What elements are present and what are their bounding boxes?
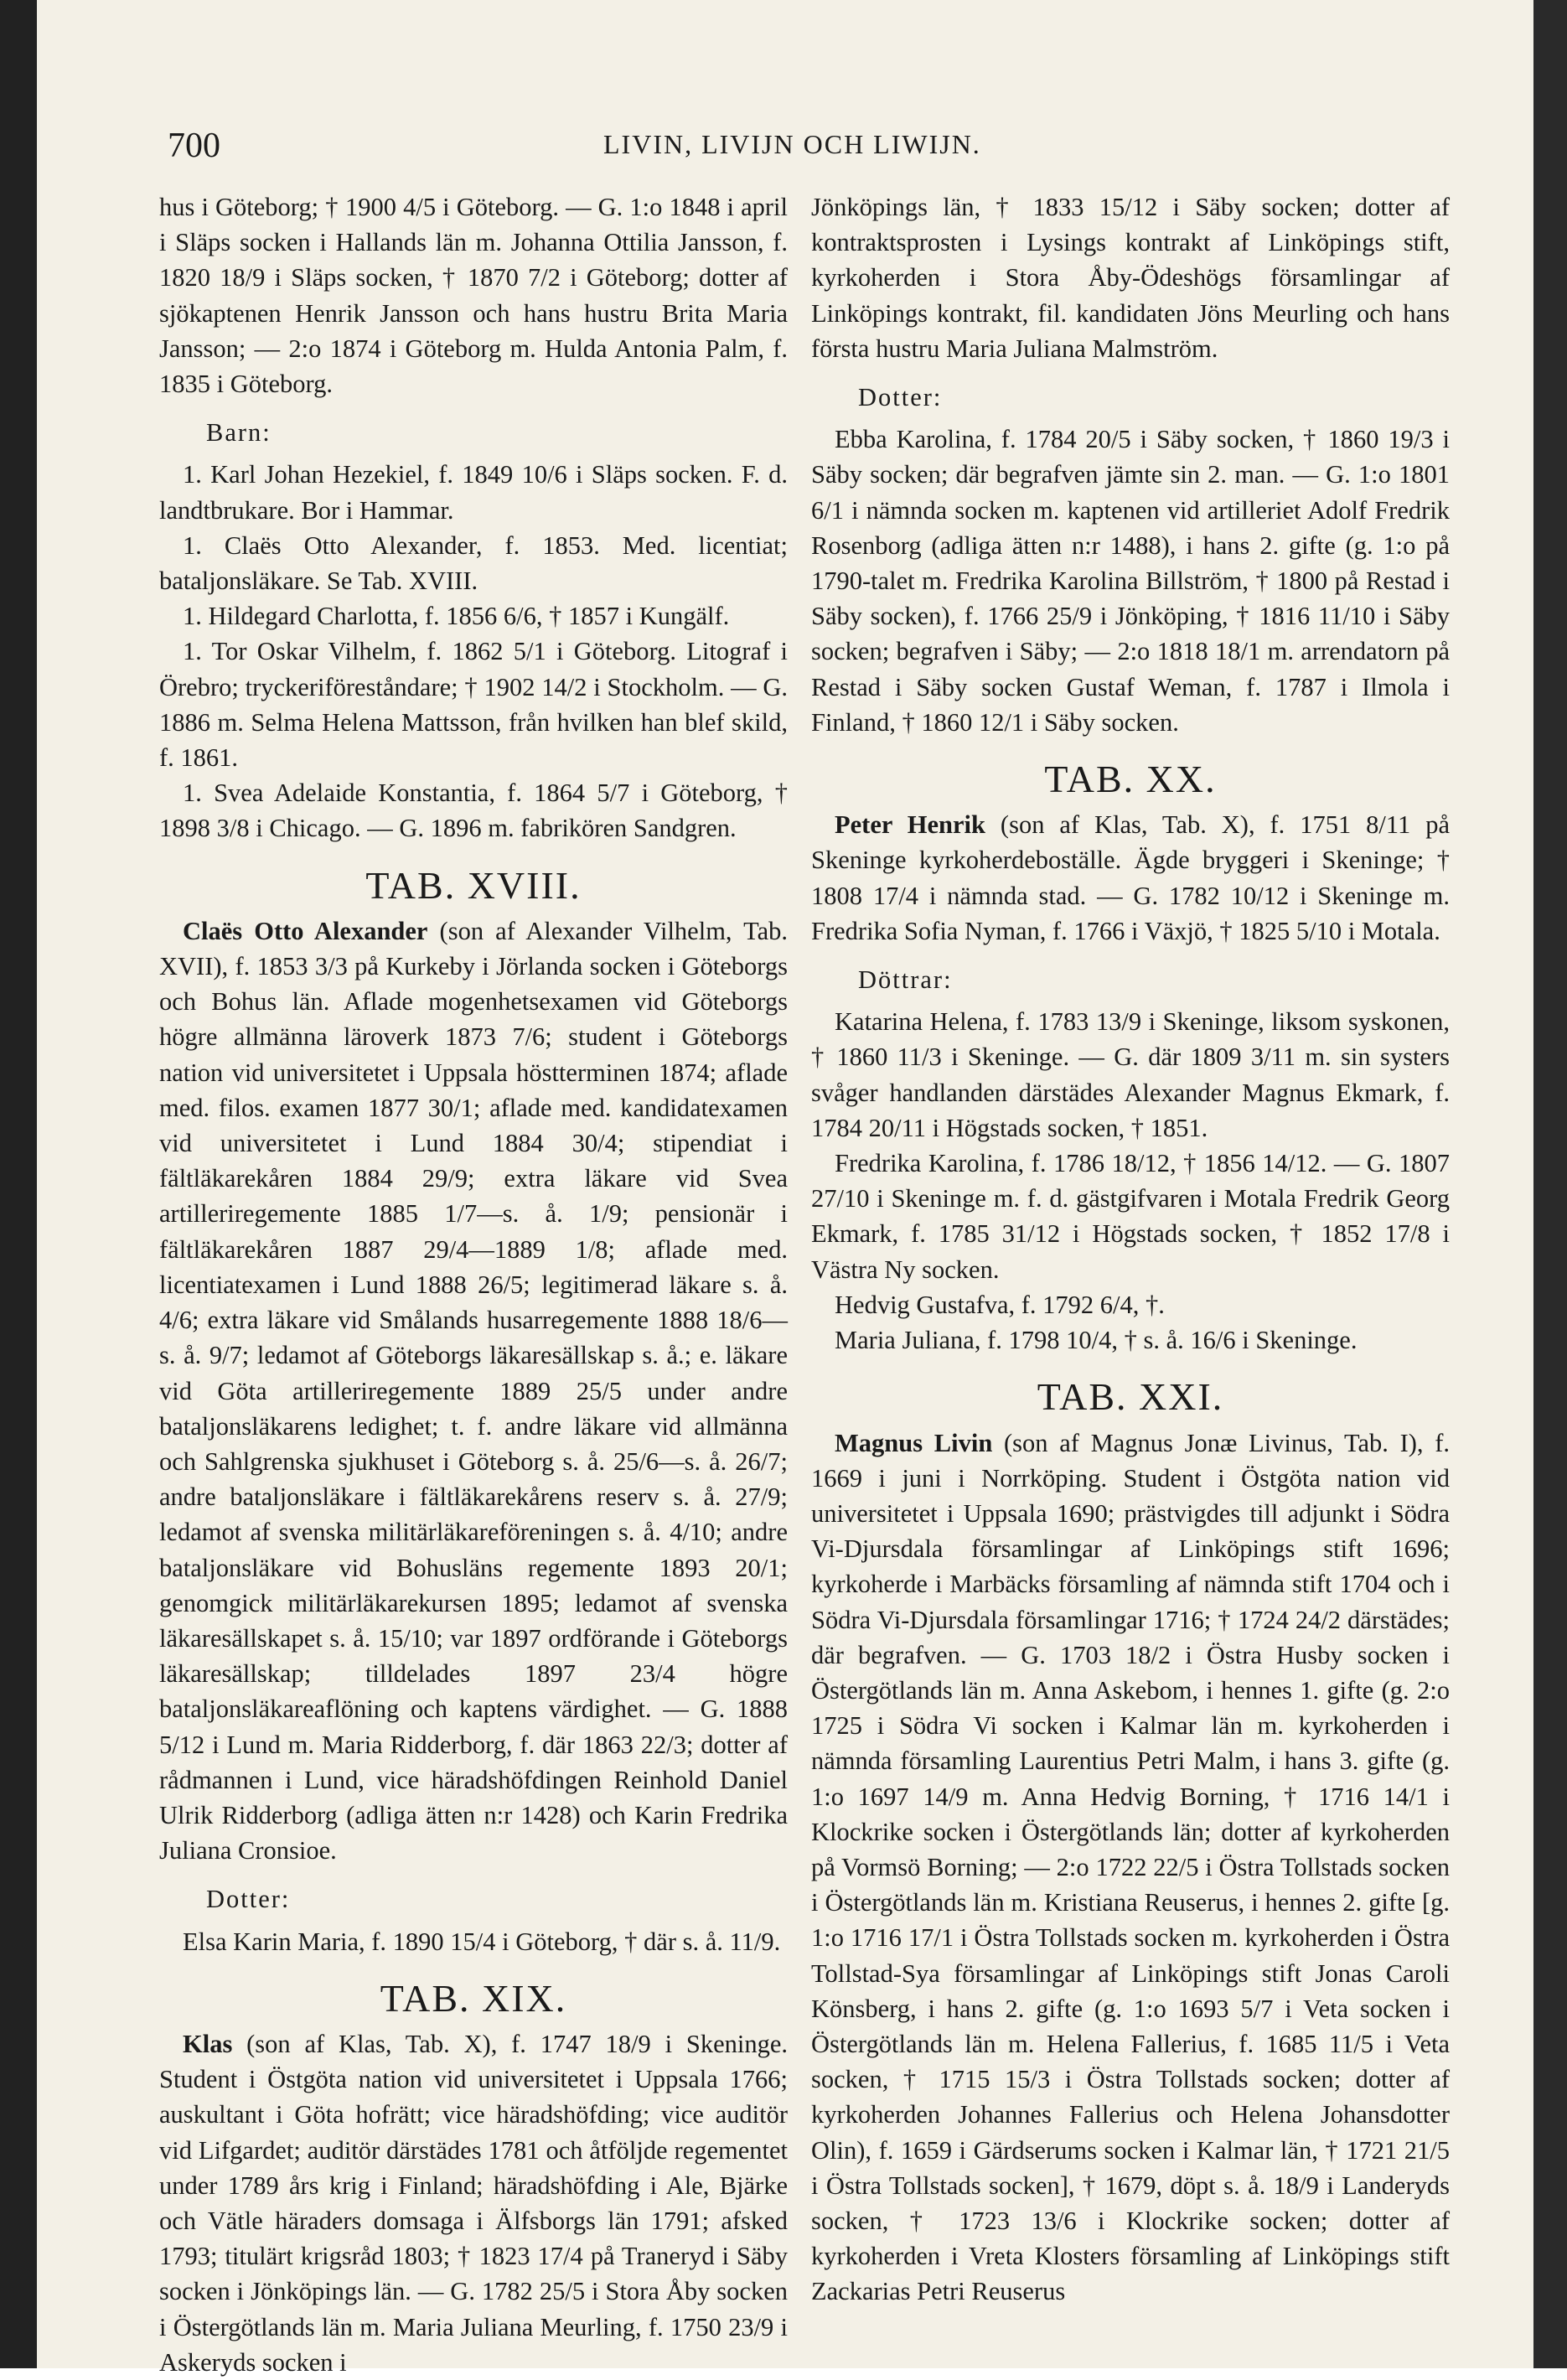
- scan-left-edge: [0, 0, 37, 2368]
- tab-xx-entry: [811, 807, 1450, 949]
- tab-xxi-heading: TAB. XXI.: [1037, 1375, 1224, 1419]
- entry-text: (son af Alexander Vilhelm, Tab. XVII), f. 1853 3/3 på Kurkeby i Jörlanda socken i Göteborgs och Bohus län. Aflade mogenhetsexamen vid Göteborgs högre allmänna läroverk 1873 7/6; student i Göteborgs nation vid universitetet i Uppsala höstterminen 1874; aflade med. filos. examen 1877 30/1; aflade med. kandidatexamen vid universitetet i Lund 1884 30/4; stipendiat i fältläkarekåren 1884 29/9; extra läkare vid Svea artilleriregemente 1885 1/7—s. å. 1/9; pensionär i fältläkarekåren 1887 29/4—1889 1/8; aflade med. licentiatexamen i Lund 1888 26/5; legitimerad läkare s. å. 4/6; extra läkare vid Smålands husarregemente 1888 18/6—s. å. 9/7; ledamot af Göteborgs läkaresällskap s. å.; e. läkare vid Göta artilleriregemente 1889 25/5 under andre bataljonsläkarens ledighet; t. f. andre läkare vid allmänna och Sahlgrenska sjukhuset i Göteborg s. å. 25/6—s. å. 26/7; andre bataljonsläkare i fältläkarekårens reserv s. å. 27/9; ledamot af svenska militärläkareföreningen s. å. 4/10; andre bataljonsläkare vid Bohusläns regemente 1893 20/1; genomgick militärläkarekursen 1895; ledamot af svenska läkaresällskapet s. å. 15/10; var 1897 ordförande i Göteborgs läkaresällskap; tilldelades 1897 23/4 högre bataljonsläkareaflöning och kaptens värdighet. — G. 1888 5/12 i Lund m. Maria Ridderborg, f. där 1863 22/3; dotter af rådmannen i Lund, vice häradshöfdingen Reinhold Daniel Ulrik Ridderborg (adliga ätten n:r 1428) och Karin Fredrika Juliana Cronsioe.: [159, 916, 788, 1865]
- daughter-entry: Katarina Helena, f. 1783 13/9 i Skeninge, liksom syskonen, † 1860 11/3 i Skeninge. — G. där 1809 3/11 m. sin systers svåger handlanden därstädes Alexander Magnus Ekmark, f. 1784 20/11 i Högstads socken, † 1851.: [811, 1007, 1450, 1142]
- right-column: [811, 189, 1450, 2310]
- tab-xviii-heading: TAB. XVIII.: [365, 863, 582, 907]
- page-header: [168, 126, 1508, 176]
- child-entry: 1. Karl Johan Hezekiel, f. 1849 10/6 i Släps socken. F. d. landtbrukare. Bor i Hammar.: [159, 460, 788, 525]
- daughter-entry: Maria Juliana, f. 1798 10/4, † s. å. 16/6 i Skeninge.: [835, 1326, 1358, 1355]
- dottrar-heading: Döttrar:: [858, 965, 953, 995]
- tab-xx-heading: TAB. XX.: [1044, 758, 1217, 801]
- dotter-heading: Dotter:: [206, 1885, 291, 1914]
- entry-text: (son af Magnus Jonæ Livinus, Tab. I), f. 1669 i juni i Norrköping. Student i Östgöta nation vid universitetet i Uppsala 1690; prästvigdes till adjunkt i Södra Vi-Djursdala församlingar af Linköpings stift 1696; kyrkoherde i Marbäcks församling af nämnda stift 1704 och i Södra Vi-Djursdala församlingar 1716; † 1724 24/2 därstädes; där begrafven. — G. 1703 18/2 i Östra Husby socken i Östergötlands län m. Anna Askebom, i hennes 1. gifte (g. 2:o 1725 i Södra Vi socken i Kalmar län m. kyrkoherden i nämnda församling Laurentius Petri Malm, i hans 3. gifte (g. 1:o 1697 14/9 m. Anna Hedvig Borning, † 1716 14/1 i Klockrike socken i Östergötlands län; dotter af kyrkoherden på Vormsö Borning; — 2:o 1722 22/5 i Östra Tollstads socken i Östergötlands län m. Kristiana Reuserus, i hennes 2. gifte [g. 1:o 1716 17/1 i Östra Tollstads socken m. kyrkoherden i Östra Tollstad-Sya församlingar af Linköpings stift Jonas Caroli Könsberg, i hans 2. gifte (g. 1:o 1693 5/7 i Veta socken i Östergötlands län m. Helena Fallerius, f. 1685 11/5 i Veta socken, † 1715 15/3 i Östra Tollstads socken; dotter af kyrkoherden Johannes Fallerius och Helena Johansdotter Olin), f. 1659 i Gärdserums socken i Kalmar län, † 1721 21/5 i Östra Tollstads socken], † 1679, döpt s. å. 18/9 i Landeryds socken, † 1723 13/6 i Klockrike socken; dotter af kyrkoherden i Vreta Klosters församling af Linköpings stift Zackarias Petri Reuserus: [811, 1428, 1450, 2306]
- intro-paragraph: hus i Göteborg; † 1900 4/5 i Göteborg. — G. 1:o 1848 i april i Släps socken i Hallands län m. Johanna Ottilia Jansson, f. 1820 18/9 i Släps socken, † 1870 7/2 i Göteborg; dotter af sjökaptenen Henrik Jansson och hans hustru Brita Maria Jansson; — 2:o 1874 i Göteborg m. Hulda Antonia Palm, f. 1835 i Göteborg.: [159, 193, 788, 399]
- person-name: Magnus Livin: [835, 1428, 993, 1457]
- daughter-entry: Fredrika Karolina, f. 1786 18/12, † 1856 14/12. — G. 1807 27/10 i Skeninge m. f. d. gästgifvaren i Motala Fredrik Georg Ekmark, f. 1785 31/12 i Högstads socken, † 1852 17/8 i Västra Ny socken.: [811, 1149, 1450, 1284]
- child-entry: 1. Claës Otto Alexander, f. 1853. Med. licentiat; bataljonsläkare. Se Tab. XVIII.: [159, 530, 788, 596]
- tab-xviii-entry: [159, 913, 788, 1868]
- dotter-heading: Dotter:: [858, 383, 943, 412]
- daughter-entry: Ebba Karolina, f. 1784 20/5 i Säby socken, † 1860 19/3 i Säby socken; där begrafven jämte sin 2. man. — G. 1:o 1801 6/1 i nämnda socken m. kaptenen vid artilleriet Adolf Fredrik Rosenborg (adliga ätten n:r 1488), i hans 2. gifte (g. 1:o på 1790-talet m. Fredrika Karolina Billström, † 1800 på Restad i Säby socken), f. 1766 25/9 i Jönköping, † 1816 11/10 i Säby socken; begrafven i Säby; — 2:o 1818 18/1 m. arrendatorn på Restad i Säby socken Gustaf Weman, f. 1787 i Ilmola i Finland, † 1860 12/1 i Säby socken.: [811, 425, 1450, 737]
- child-entry: 1. Hildegard Charlotta, f. 1856 6/6, † 1857 i Kungälf.: [183, 602, 730, 631]
- child-entry: 1. Svea Adelaide Konstantia, f. 1864 5/7 i Göteborg, † 1898 3/8 i Chicago. — G. 1896 m. fabrikören Sandgren.: [159, 779, 788, 843]
- daughter-entry: Hedvig Gustafva, f. 1792 6/4, †.: [835, 1290, 1165, 1319]
- left-column: [159, 189, 788, 2380]
- tab-xxi-entry: [811, 1425, 1450, 2310]
- daughter-entry: Elsa Karin Maria, f. 1890 15/4 i Göteborg, † där s. å. 11/9.: [183, 1927, 781, 1956]
- person-name: Peter Henrik: [835, 810, 985, 840]
- child-entry: 1. Tor Oskar Vilhelm, f. 1862 5/1 i Göteborg. Litograf i Örebro; tryckeriföreståndare; † 1902 14/2 i Stockholm. — G. 1886 m. Selma Helena Mattsson, från hvilken han blef skild, f. 1861.: [159, 637, 788, 773]
- page-number: 700: [168, 127, 220, 165]
- continued-paragraph: Jönköpings län, † 1833 15/12 i Säby socken; dotter af kontraktsprosten i Lysings kontrakt af Linköpings stift, kyrkoherden i Stora Åby-Ödeshögs församlingar af Linköpings kontrakt, fil. kandidaten Jöns Meurling och hans första hustru Maria Juliana Malmström.: [811, 193, 1450, 363]
- person-name: Klas: [183, 2029, 233, 2058]
- entry-text: (son af Klas, Tab. X), f. 1751 8/11 på Skeninge kyrkoherdeboställe. Ägde bryggeri i Skeninge; † 1808 17/4 i nämnda stad. — G. 1782 10/12 i Skeninge m. Fredrika Sofia Nyman, f. 1766 i Växjö, † 1825 5/10 i Motala.: [811, 810, 1450, 945]
- person-name: Claës Otto Alexander: [183, 916, 428, 945]
- running-head: LIVIN, LIVIJN OCH LIWIJN.: [603, 129, 981, 159]
- barn-heading: Barn:: [206, 418, 272, 448]
- entry-text: (son af Klas, Tab. X), f. 1747 18/9 i Skeninge. Student i Östgöta nation vid universitetet i Uppsala 1766; auskultant i Göta hofrätt; vice häradshöfding; vice auditör vid Lifgardet; auditör därstädes 1781 och åtföljde regementet under 1789 års krig i Finland; häradshöfding i Ale, Bjärke och Vätle häraders domsaga i Älfsborgs län 1791; afsked 1793; titulärt krigsråd 1803; † 1823 17/4 på Traneryd i Säby socken i Jönköpings län. — G. 1782 25/5 i Stora Åby socken i Östergötlands län m. Maria Juliana Meurling, f. 1750 23/9 i Askeryds socken i: [159, 2029, 788, 2377]
- tab-xix-entry: [159, 2026, 788, 2380]
- scan-right-edge: [1533, 0, 1567, 2368]
- tab-xix-heading: TAB. XIX.: [380, 1976, 567, 2020]
